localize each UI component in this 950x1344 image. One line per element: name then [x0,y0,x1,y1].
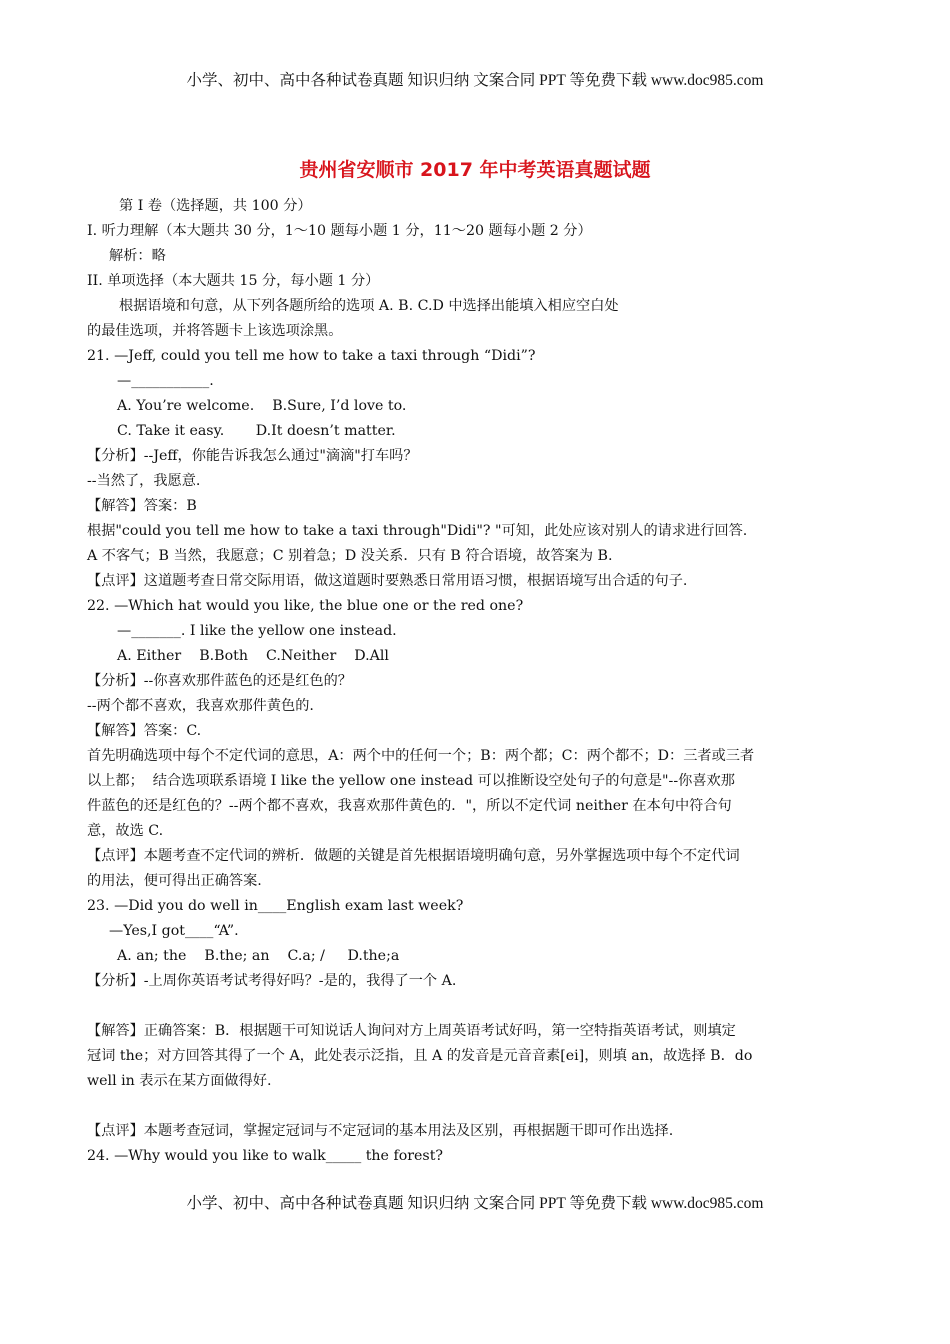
question-23: 23. —Did you do well in____English exam last week? [87,898,464,914]
part-heading: II. 单项选择（本大题共 15 分，每小题 1 分） [87,273,380,289]
question-blank: —_______. I like the yellow one instead. [117,623,397,639]
comment: 【点评】本题考查不定代词的辨析．做题的关键是首先根据语境明确句意，另外掌握选项中每个不定代词 [87,848,740,864]
analysis: --两个都不喜欢，我喜欢那件黄色的. [87,698,314,714]
question-options: A. You’re welcome. B.Sure, I’d love to. [117,398,407,414]
spacer [87,1094,877,1119]
analysis: 【分析】-上周你英语考试考得好吗？-是的，我得了一个 A. [87,973,457,989]
question-22: 22. —Which hat would you like, the blue one or the red one? [87,598,524,614]
question-21: 21. —Jeff, could you tell me how to take a taxi through “Didi”? [87,348,536,364]
paragraph: 解析：略 [109,248,166,264]
analysis: --当然了，我愿意. [87,473,201,489]
paragraph: 件蓝色的还是红色的？--两个都不喜欢，我喜欢那件黄色的．"，所以不定代词 neither 在本句中符合句 [87,798,732,814]
spacer [87,994,877,1019]
question-options: C. Take it easy. D.It doesn’t matter. [117,423,396,439]
question-24: 24. —Why would you like to walk_____ the forest? [87,1148,444,1164]
answer: 【解答】答案：C. [87,723,202,739]
question-options: A. an; the B.the; an C.a; / D.the;a [117,948,400,964]
paragraph: 冠词 the；对方回答其得了一个 A，此处表示泛指，且 A 的发音是元音音素[ei]，则填 an，故选择 B．do [87,1048,753,1064]
page-header: 小学、初中、高中各种试卷真题 知识归纳 文案合同 PPT 等免费下载 www.doc985.com [186,72,764,89]
question-blank: —___________. [117,373,214,389]
paragraph: 意，故选 C. [87,823,164,839]
question-blank: —Yes,I got____“A”. [109,923,239,939]
comment: 【点评】这道题考查日常交际用语，做这道题时要熟悉日常用语习惯，根据语境写出合适的句子. [87,573,688,589]
instruction: 根据语境和句意，从下列各题所给的选项 A. B. C.D 中选择出能填入相应空白处 [119,298,619,314]
section-heading: 第 I 卷（选择题，共 100 分） [119,198,312,214]
analysis: 【分析】--Jeff，你能告诉我怎么通过"滴滴"打车吗？ [87,448,418,464]
question-options: A. Either B.Both C.Neither D.All [117,648,389,664]
document-title: 贵州省安顺市 2017 年中考英语真题试题 [299,159,651,181]
comment: 【点评】本题考查冠词，掌握定冠词与不定冠词的基本用法及区别，再根据题干即可作出选择. [87,1123,674,1139]
document-body [87,194,877,1169]
paragraph: 首先明确选项中每个不定代词的意思，A：两个中的任何一个；B：两个都；C：两个都不；D：三者或三者 [87,748,755,764]
page-footer: 小学、初中、高中各种试卷真题 知识归纳 文案合同 PPT 等免费下载 www.doc985.com [186,1195,764,1212]
part-heading: I. 听力理解（本大题共 30 分，1～10 题每小题 1 分，11～20 题每小题 2 分） [87,223,592,239]
paragraph: well in 表示在某方面做得好. [87,1073,272,1089]
paragraph: 以上都； 结合选项联系语境 I like the yellow one instead 可以推断设空处句子的句意是"--你喜欢那 [87,773,735,789]
instruction: 的最佳选项，并将答题卡上该选项涂黑。 [87,323,343,339]
answer: 【解答】答案：B [87,498,197,514]
comment: 的用法，便可得出正确答案. [87,873,262,889]
answer: 【解答】正确答案：B．根据题干可知说话人询问对方上周英语考试好吗，第一空特指英语考试，则填定 [87,1023,736,1039]
paragraph: A 不客气；B 当然，我愿意；C 别着急；D 没关系．只有 B 符合语境，故答案为 B. [87,548,613,564]
analysis: 【分析】--你喜欢那件蓝色的还是红色的？ [87,673,352,689]
paragraph: 根据"could you tell me how to take a taxi through"Didi"? "可知，此处应该对别人的请求进行回答. [87,523,748,539]
